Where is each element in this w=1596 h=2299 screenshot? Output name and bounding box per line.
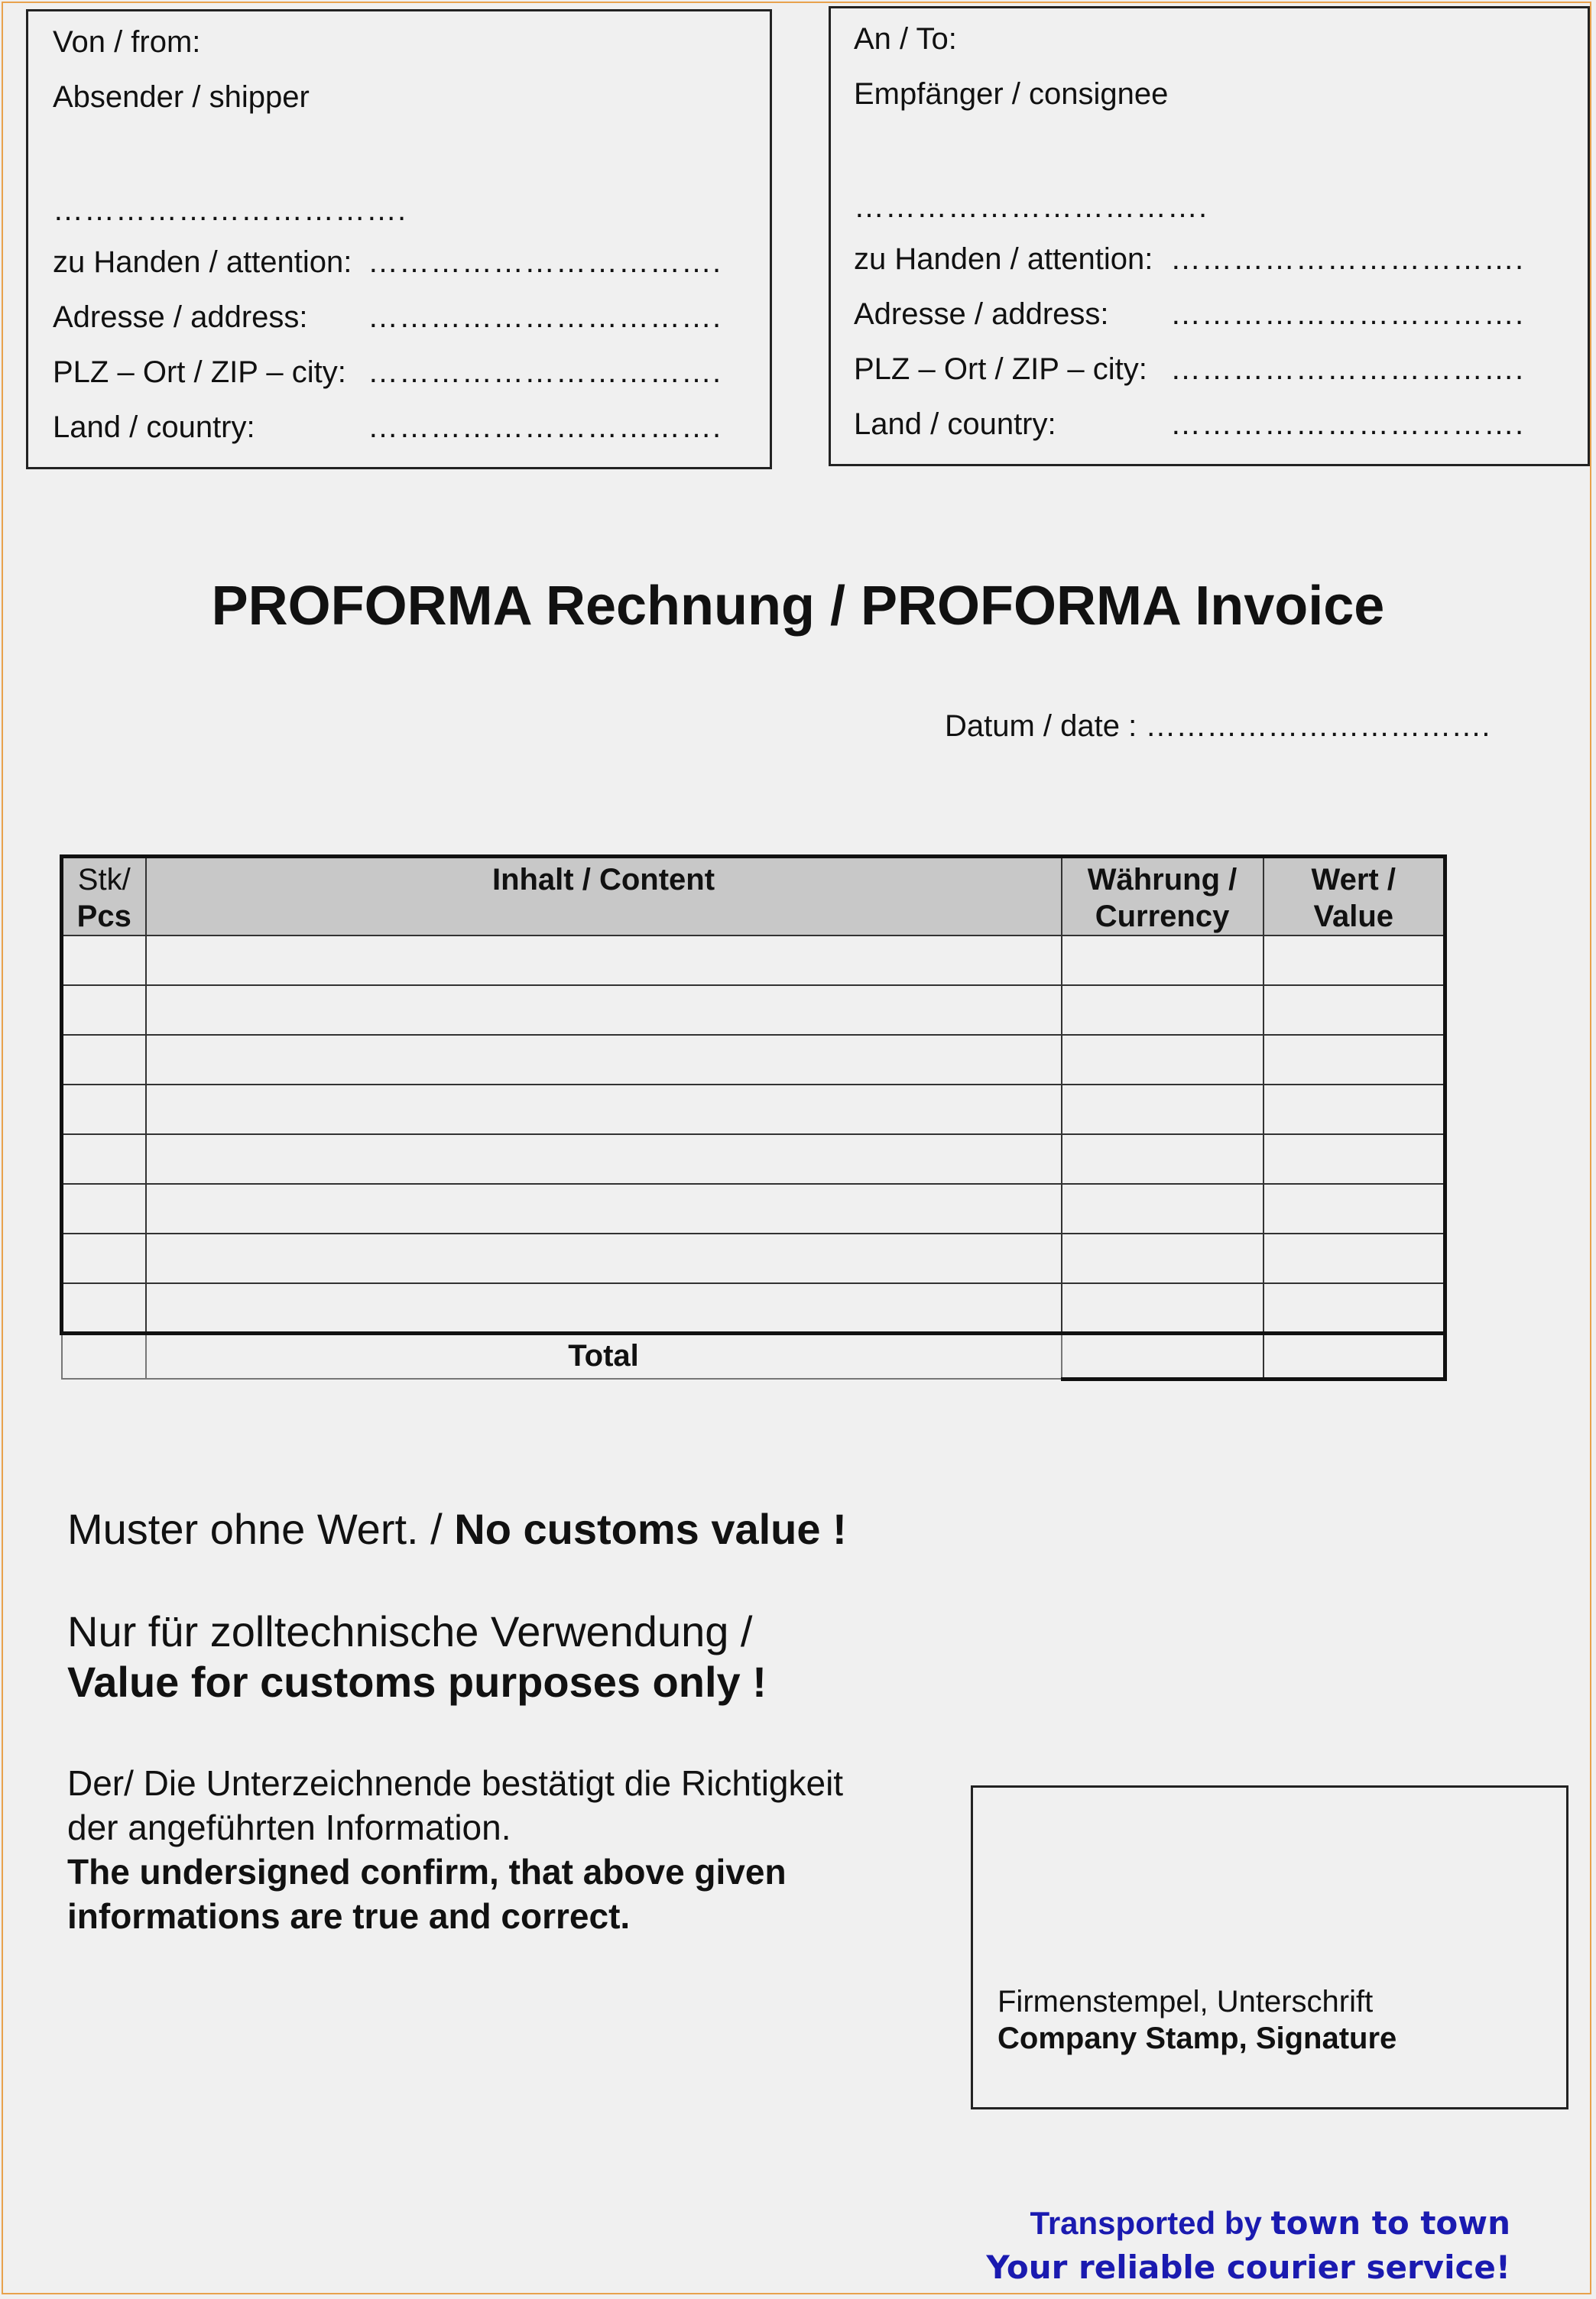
page-title: PROFORMA Rechnung / PROFORMA Invoice — [211, 576, 1385, 637]
cell-pcs[interactable] — [62, 935, 146, 985]
stamp-signature-box[interactable] — [971, 1785, 1568, 2109]
col-header-currency — [1062, 857, 1264, 936]
col-header-currency-line1: Währung / — [1087, 863, 1238, 897]
cell-value[interactable] — [1264, 985, 1445, 1035]
total-currency-cell[interactable] — [1062, 1333, 1264, 1379]
shipper-address-label: Adresse / address: — [53, 300, 308, 334]
shipper-city-field[interactable]: ……………………………. — [368, 355, 722, 389]
table-row — [62, 1035, 1445, 1085]
cell-content[interactable] — [146, 1184, 1062, 1234]
table-row — [62, 1283, 1445, 1333]
cell-pcs[interactable] — [62, 1134, 146, 1184]
consignee-subheading: Empfänger / consignee — [854, 77, 1169, 111]
consignee-address-field[interactable]: ……………………………. — [1170, 297, 1525, 331]
consignee-name-field[interactable]: ……………………………. — [854, 190, 1208, 224]
cell-currency[interactable] — [1062, 1184, 1264, 1234]
cell-pcs[interactable] — [62, 1234, 146, 1283]
consignee-country-label: Land / country: — [854, 407, 1056, 441]
shipper-city-label: PLZ – Ort / ZIP – city: — [53, 355, 346, 389]
col-header-pcs-line2: Pcs — [76, 900, 131, 933]
total-pcs-cell — [62, 1333, 146, 1379]
cell-currency[interactable] — [1062, 1085, 1264, 1134]
no-customs-value-en: No customs value ! — [454, 1505, 847, 1553]
col-header-content-label: Inhalt / Content — [491, 863, 715, 897]
consignee-country-field[interactable]: ……………………………. — [1170, 407, 1525, 441]
footer-tagline: Your reliable courier service! — [986, 2249, 1510, 2286]
cell-content[interactable] — [146, 935, 1062, 985]
cell-currency[interactable] — [1062, 985, 1264, 1035]
col-header-value-line1: Wert / — [1311, 863, 1396, 897]
confirmation-de-line1: Der/ Die Unterzeichnende bestätigt die Richtigkeit — [67, 1763, 844, 1803]
shipper-subheading: Absender / shipper — [53, 80, 310, 114]
table-row — [62, 985, 1445, 1035]
consignee-box — [829, 6, 1590, 466]
consignee-address-label: Adresse / address: — [854, 297, 1109, 331]
col-header-currency-line2: Currency — [1095, 900, 1230, 933]
consignee-heading: An / To: — [854, 22, 957, 56]
confirmation-en-line1: The undersigned confirm, that above given — [67, 1852, 787, 1892]
shipper-address-field[interactable]: ……………………………. — [368, 300, 722, 334]
cell-content[interactable] — [146, 1134, 1062, 1184]
cell-currency[interactable] — [1062, 1234, 1264, 1283]
col-header-content — [146, 857, 1062, 936]
total-value-cell[interactable] — [1264, 1333, 1445, 1379]
cell-pcs[interactable] — [62, 985, 146, 1035]
no-customs-value-statement — [67, 1504, 847, 1554]
table-row — [62, 935, 1445, 985]
table-row — [62, 1234, 1445, 1283]
shipper-heading: Von / from: — [53, 25, 201, 59]
stamp-label-de: Firmenstempel, Unterschrift — [998, 1985, 1374, 2019]
date-field[interactable]: Datum / date : ……………………………. — [945, 709, 1491, 743]
cell-value[interactable] — [1264, 935, 1445, 985]
col-header-pcs — [62, 857, 146, 936]
cell-value[interactable] — [1264, 1184, 1445, 1234]
consignee-attention-field[interactable]: ……………………………. — [1170, 242, 1525, 276]
cell-currency[interactable] — [1062, 1283, 1264, 1333]
cell-currency[interactable] — [1062, 1134, 1264, 1184]
cell-value[interactable] — [1264, 1234, 1445, 1283]
cell-content[interactable] — [146, 985, 1062, 1035]
cell-pcs[interactable] — [62, 1283, 146, 1333]
total-label: Total — [146, 1333, 1062, 1379]
footer-line2 — [986, 2249, 1510, 2286]
table-row — [62, 1134, 1445, 1184]
confirmation-en-line2: informations are true and correct. — [67, 1896, 631, 1936]
confirmation-de-line2: der angeführten Information. — [67, 1808, 511, 1847]
cell-value[interactable] — [1264, 1035, 1445, 1085]
cell-content[interactable] — [146, 1283, 1062, 1333]
cell-currency[interactable] — [1062, 935, 1264, 985]
table-row — [62, 1184, 1445, 1234]
no-customs-value-de: Muster ohne Wert. / — [67, 1505, 455, 1553]
col-header-pcs-line1: Stk/ — [77, 863, 131, 897]
total-row — [62, 1333, 1445, 1379]
table-header-row — [62, 857, 1445, 936]
shipper-box — [26, 9, 772, 469]
cell-pcs[interactable] — [62, 1085, 146, 1134]
cell-pcs[interactable] — [62, 1184, 146, 1234]
footer-line1 — [1030, 2204, 1510, 2242]
confirmation-text — [67, 1761, 843, 1938]
cell-value[interactable] — [1264, 1085, 1445, 1134]
consignee-city-field[interactable]: ……………………………. — [1170, 352, 1525, 386]
customs-purpose-de: Nur für zolltechnische Verwendung / — [67, 1607, 753, 1655]
customs-purpose-en: Value for customs purposes only ! — [67, 1658, 767, 1706]
cell-currency[interactable] — [1062, 1035, 1264, 1085]
cell-pcs[interactable] — [62, 1035, 146, 1085]
footer-prefix: Transported by — [1030, 2205, 1271, 2241]
cell-content[interactable] — [146, 1035, 1062, 1085]
shipper-attention-label: zu Handen / attention: — [53, 245, 352, 279]
col-header-value — [1264, 857, 1445, 936]
footer-brand: town to town — [1270, 2204, 1510, 2242]
cell-content[interactable] — [146, 1234, 1062, 1283]
stamp-label-en: Company Stamp, Signature — [998, 2022, 1397, 2055]
cell-value[interactable] — [1264, 1283, 1445, 1333]
shipper-attention-field[interactable]: ……………………………. — [368, 245, 722, 279]
cell-value[interactable] — [1264, 1134, 1445, 1184]
shipper-country-field[interactable]: ……………………………. — [368, 410, 722, 444]
col-header-value-line2: Value — [1313, 900, 1393, 933]
items-table — [60, 854, 1447, 1381]
consignee-city-label: PLZ – Ort / ZIP – city: — [854, 352, 1147, 386]
consignee-attention-label: zu Handen / attention: — [854, 242, 1153, 276]
shipper-country-label: Land / country: — [53, 410, 255, 444]
cell-content[interactable] — [146, 1085, 1062, 1134]
shipper-name-field[interactable]: ……………………………. — [53, 193, 407, 227]
table-row — [62, 1085, 1445, 1134]
